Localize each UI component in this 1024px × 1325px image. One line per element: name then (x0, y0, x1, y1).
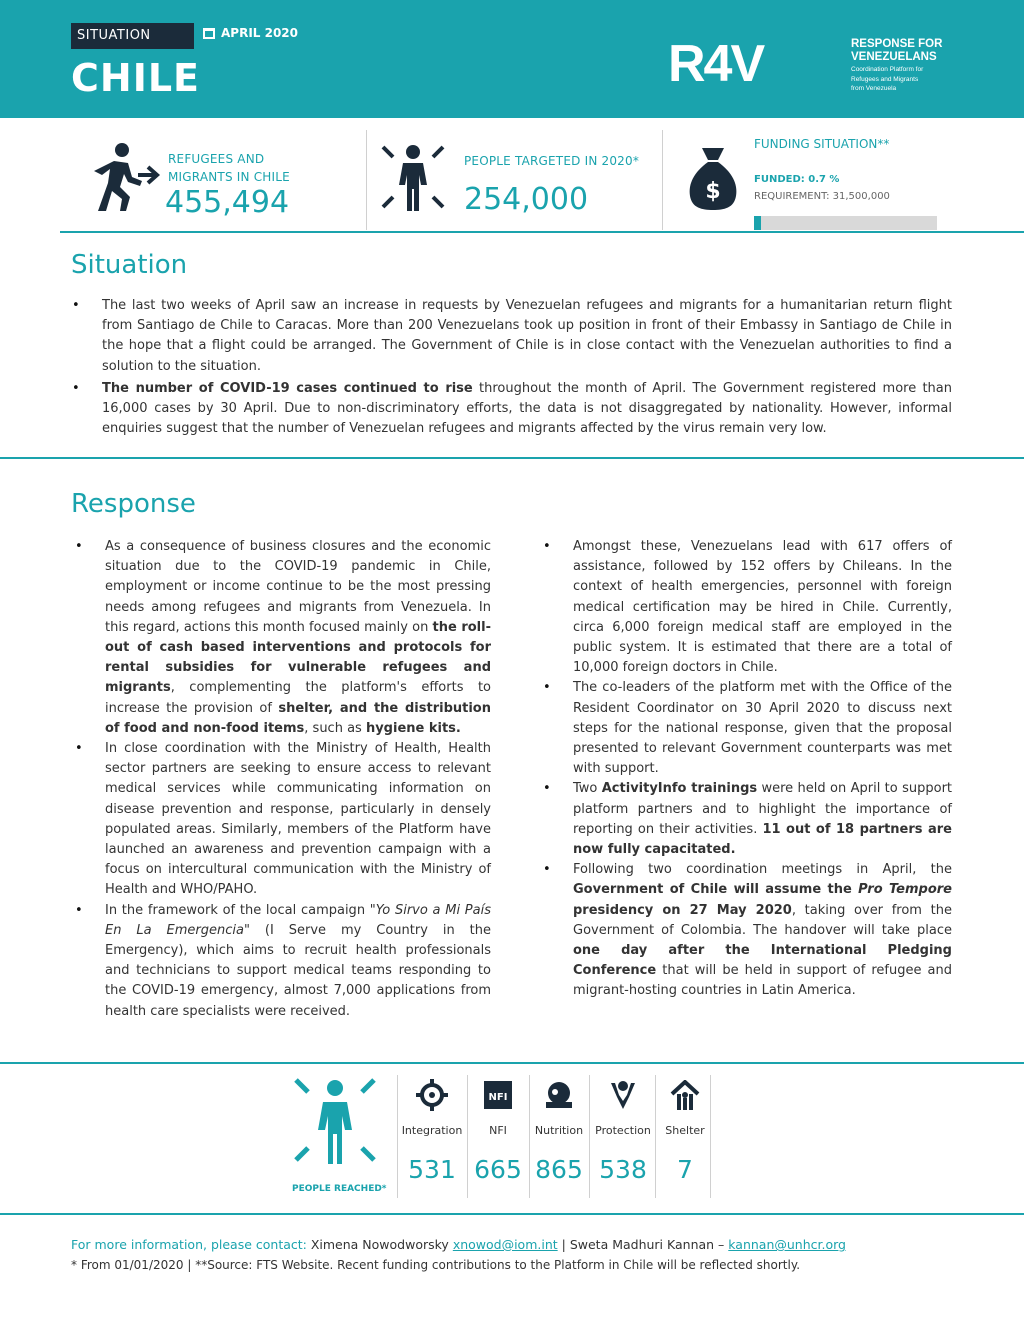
situation-bullet-1: • The last two weeks of April saw an increase in requests by Venezuelan refugees and migrants for a humanitarian return flight from Santiago de Chile to Caracas. More than 200 Venezuelans took up position in front of their Embassy in Santiago de Chile in the hope that a flight could be arranged. The Government of Chile is in close contact with the Venezuelan authorities to find a solution to the situation. (102, 296, 952, 377)
calendar-icon (203, 28, 215, 39)
situation-bullet-2: • The number of COVID-19 cases continued to rise throughout the month of April. The Government registered more than 16,000 cases by 30 April. Due to non-discriminatory efforts, the data is not disaggregated by nationality. However, informal enquiries suggest that the number of Venezuelan refugees and migrants affected by the virus remain very low. (102, 379, 952, 440)
sector-name: Shelter (665, 1124, 705, 1137)
contact-2-email-link[interactable]: kannan@unhcr.org (728, 1237, 846, 1252)
nutrition-icon (542, 1080, 576, 1110)
response-bullet-3: • In the framework of the local campaign "Yo Sirvo a Mi País En La Emergencia" (I Serve my Country in the Emergency), which aims to recruit health professionals and technicians to support medical teams responding to the COVID-19 emergency, almost 7,000 applications from health care specialists were received. (105, 901, 491, 1022)
report-type-tag: SITUATION (71, 23, 194, 49)
response-bullet-5: • The co-leaders of the platform met with the Office of the Resident Coordinator on 30 April 2020 to discuss next steps for the national response, given that the proposal presented to relevant Government counterparts was met with support. (573, 678, 952, 779)
svg-text:$: $ (705, 179, 721, 204)
targeted-label: PEOPLE TARGETED IN 2020* (464, 154, 640, 168)
response-bottom-rule (0, 1062, 1024, 1064)
sector-name: Integration (401, 1124, 463, 1137)
sector-nfi (466, 1075, 530, 1184)
contact-line (71, 1237, 846, 1252)
kpi-divider-2 (662, 130, 663, 230)
footnote: * From 01/01/2020 | **Source: FTS Website. Recent funding contributions to the Platform in Chile will be reflected shortly. (71, 1258, 801, 1272)
response-heading: Response (71, 489, 196, 519)
logo-line-1: RESPONSE FOR (851, 38, 943, 50)
logo-subtitle (851, 38, 942, 93)
kpi-bottom-rule (60, 231, 1024, 233)
svg-text:NFI: NFI (488, 1092, 508, 1103)
logo-line-2: VENEZUELANS (851, 51, 937, 63)
contact-1-name: Ximena Nowodworsky (306, 1237, 453, 1252)
sector-name: NFI (489, 1124, 507, 1137)
sector-value: 7 (677, 1155, 693, 1184)
targeted-value: 254,000 (464, 182, 589, 217)
money-bag-icon (688, 146, 738, 212)
sector-name: Nutrition (534, 1124, 584, 1137)
protection-icon (607, 1079, 639, 1111)
country-title: CHILE (71, 56, 201, 100)
logo-line-4: Refugees and Migrants (851, 75, 919, 83)
people-reached-label: PEOPLE REACHED* (292, 1184, 387, 1194)
response-list-right (573, 537, 952, 1002)
logo-line-3: Coordination Platform for (851, 66, 924, 73)
sector-value: 865 (535, 1155, 583, 1184)
migrant-walking-icon (80, 141, 162, 213)
sector-shelter (653, 1075, 717, 1184)
sector-value: 531 (408, 1155, 456, 1184)
funding-progress-fill (754, 216, 761, 230)
contact-separator: | Sweta Madhuri Kannan – (557, 1237, 729, 1252)
response-list-left (105, 537, 491, 1022)
response-bullet-6: • Two ActivityInfo trainings were held on April to support platform partners and to highlight the importance of reporting on their activities. 11 out of 18 partners are now fully capacitated. (573, 779, 952, 860)
response-bullet-2: • In close coordination with the Ministry of Health, Health sector partners are seeking to ensure access to relevant medical services while communicating information on disease prevention and response, particularly in densely populated areas. Similarly, members of the Platform have launched an awareness and prevention campaign with a focus on intercultural communication with the Ministry of Health and WHO/PAHO. (105, 739, 491, 901)
sector-value: 538 (599, 1155, 647, 1184)
date-text: APRIL 2020 (221, 26, 299, 40)
situation-list (102, 296, 952, 439)
integration-icon (415, 1078, 449, 1112)
funding-requirement: REQUIREMENT: 31,500,000 (754, 191, 890, 202)
sector-protection (591, 1075, 655, 1184)
r4v-logo: R4V (668, 35, 764, 93)
header-banner (0, 0, 1024, 118)
funding-progress-bar (754, 216, 937, 230)
situation-bottom-rule (0, 457, 1024, 459)
funding-label: FUNDING SITUATION** (754, 137, 890, 151)
response-bullet-1: • As a consequence of business closures and the economic situation due to the COVID-19 pandemic in Chile, employment or income continue to be the most pressing needs among refugees and migrants from Venezuela. In this regard, actions this month focused mainly on the roll-out of cash based interventions and protocols for rental subsidies for vulnerable refugees and migrants, complementing the platform's efforts to increase the provision of shelter, and the distribution of food and non-food items, such as hygiene kits. (105, 537, 491, 739)
situation-heading: Situation (71, 250, 188, 280)
response-bullet-4: • Amongst these, Venezuelans lead with 617 offers of assistance, followed by 152 offers by Chileans. In the context of health emergencies, personnel with foreign medical certification may be hired in Chile. Currently, circa 6,000 foreign medical staff are employed in the public system. It is estimated that there are a total of 10,000 foreign doctors in Chile. (573, 537, 952, 678)
kpi-divider (366, 130, 367, 230)
people-targeted-icon (377, 141, 449, 213)
logo-line-5: from Venezuela (851, 85, 897, 92)
reached-bottom-rule (0, 1213, 1024, 1215)
report-date (203, 26, 298, 40)
people-reached-icon (290, 1074, 380, 1166)
refugees-value: 455,494 (165, 185, 290, 220)
nfi-icon (484, 1081, 512, 1109)
sector-nutrition (527, 1075, 591, 1184)
funded-percent: FUNDED: 0.7 % (754, 174, 840, 185)
response-bullet-7: • Following two coordination meetings in April, the Government of Chile will assume the Pro Tempore presidency on 27 May 2020, taking over from the Government of Colombia. The handover will take place one day after the International Pledging Conference that will be held in support of refugee and migrant-hosting countries in Latin America. (573, 860, 952, 1001)
sector-name: Protection (595, 1124, 651, 1137)
shelter-icon (670, 1080, 700, 1110)
contact-label: For more information, please contact: (71, 1237, 307, 1252)
refugees-label: REFUGEES AND MIGRANTS IN CHILE (168, 152, 290, 184)
sector-value: 665 (474, 1155, 522, 1184)
contact-1-email-link[interactable]: xnowod@iom.int (452, 1237, 558, 1252)
sector-divider (397, 1075, 398, 1198)
sector-integration (400, 1075, 464, 1184)
